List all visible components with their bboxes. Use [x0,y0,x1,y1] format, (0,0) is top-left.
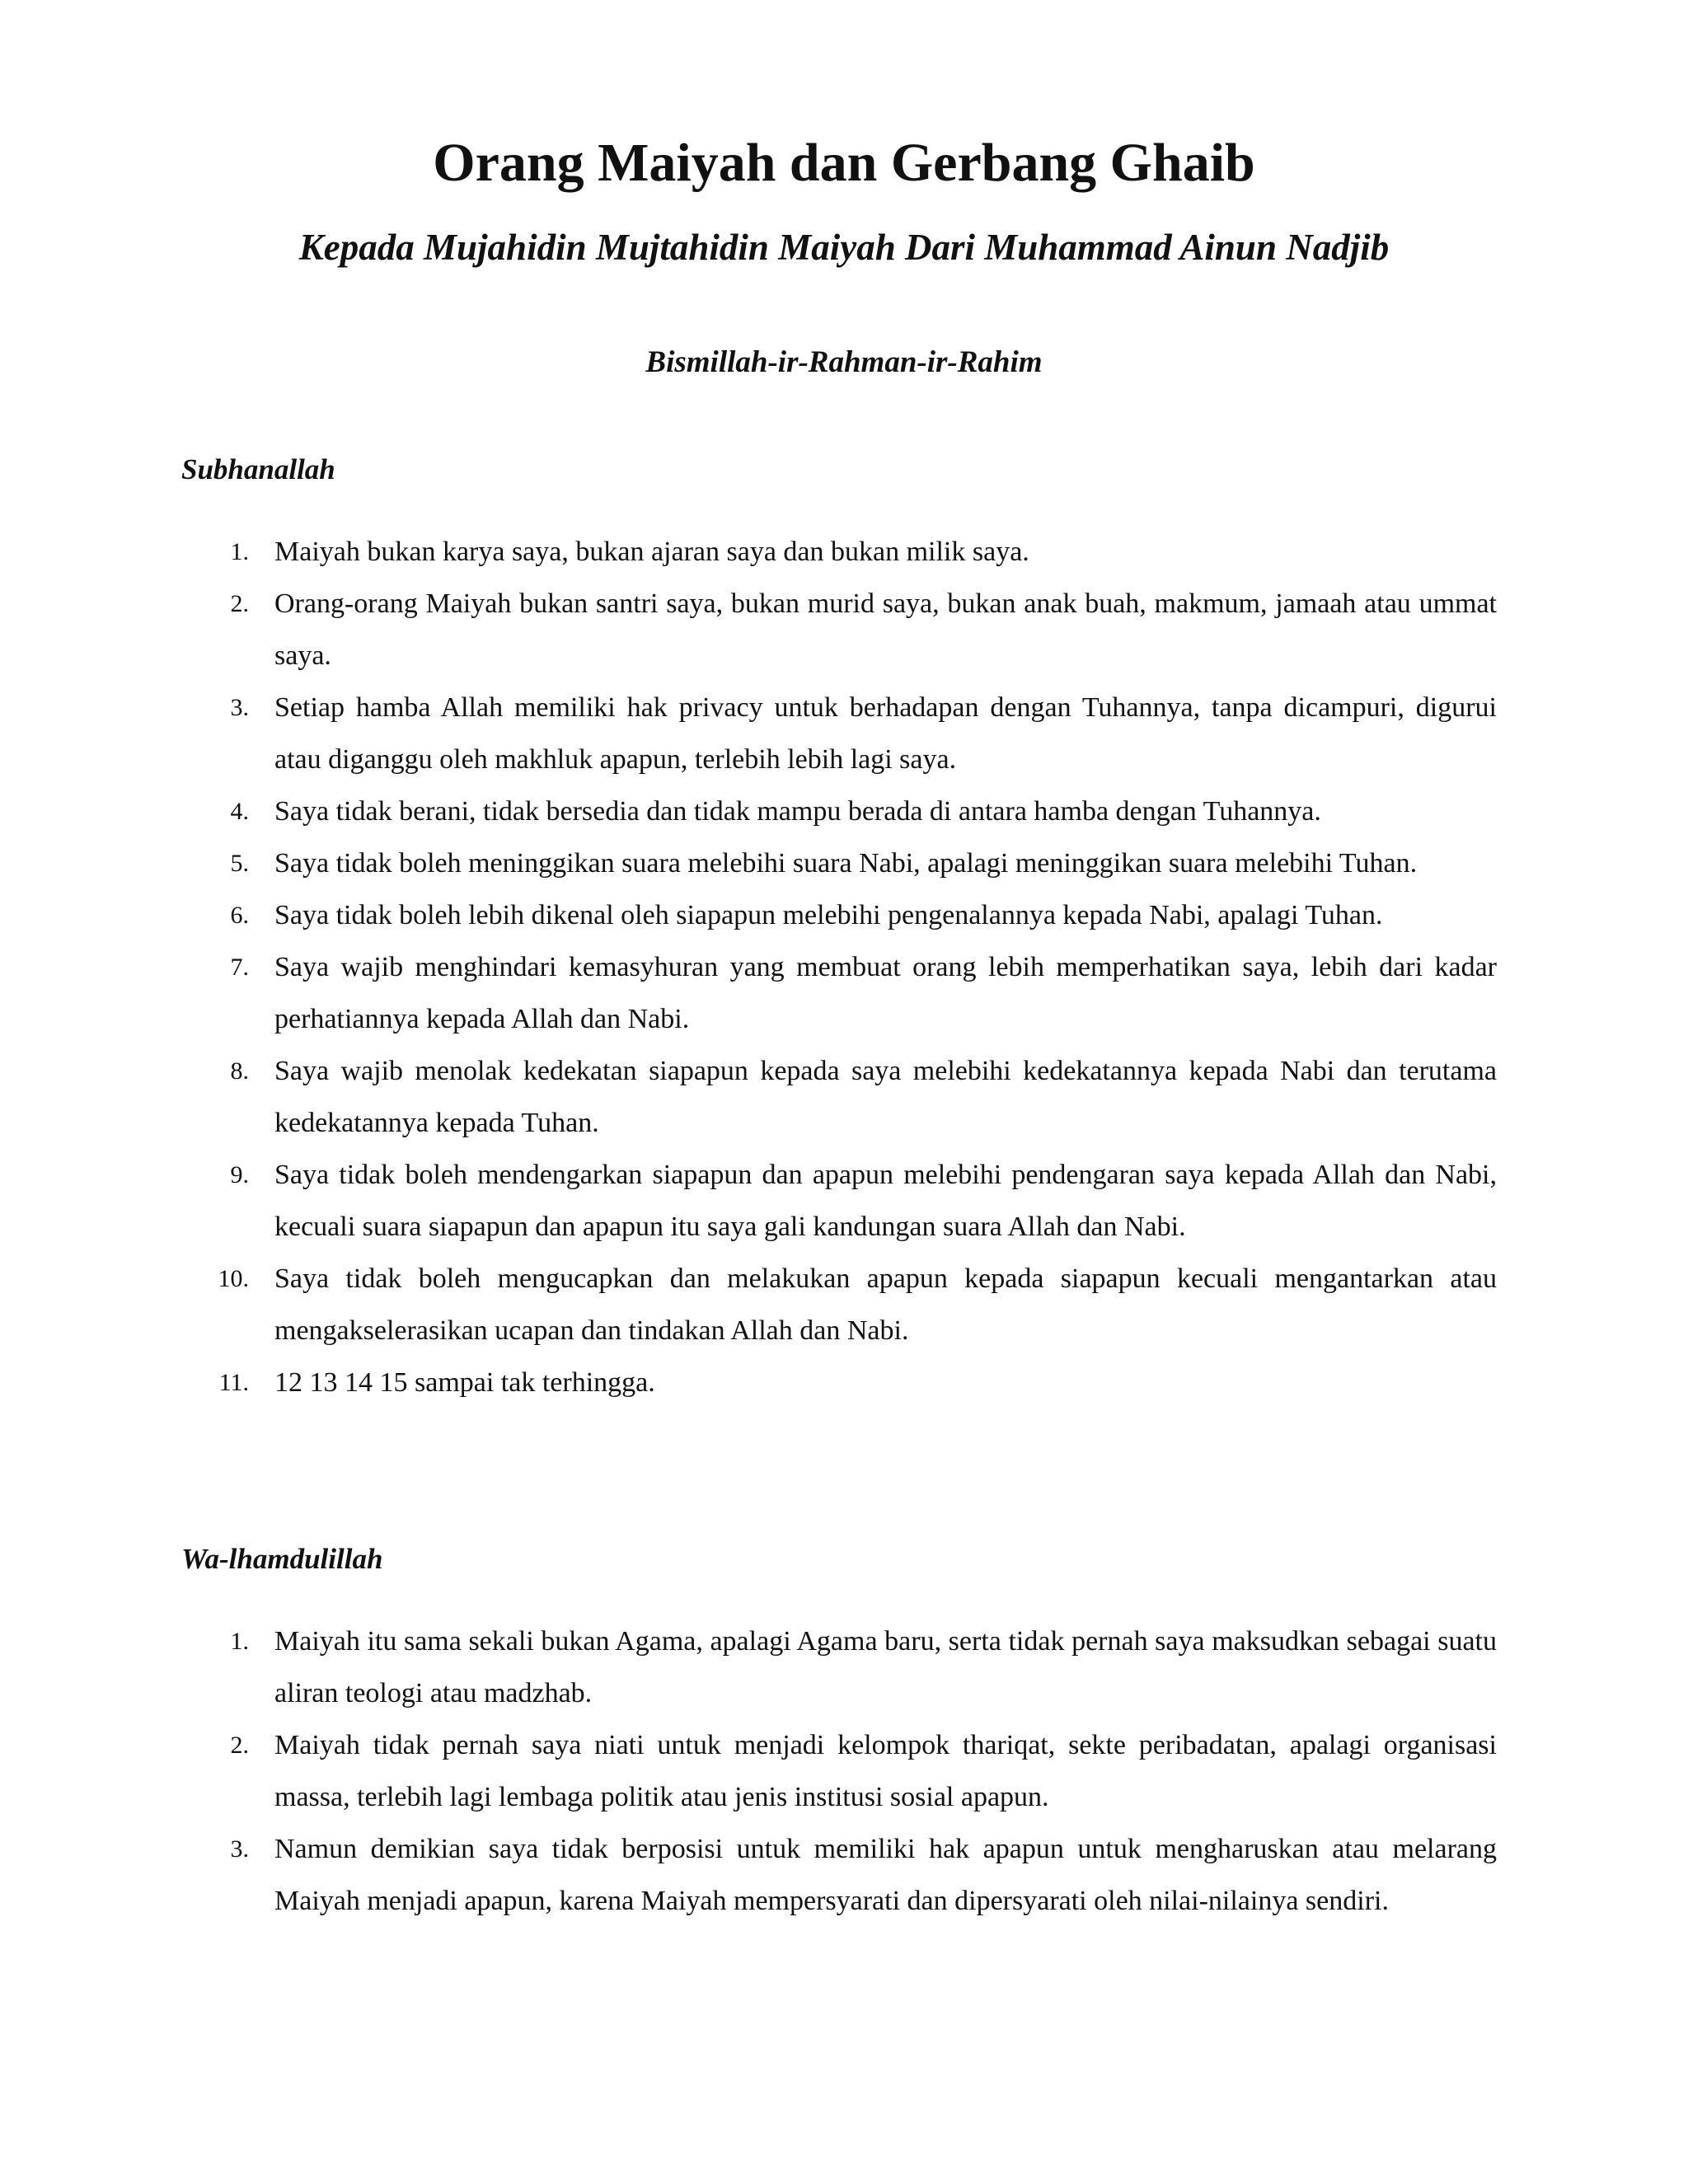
list-number: 7. [230,954,249,981]
document-title: Orang Maiyah dan Gerbang Ghaib [433,133,1255,193]
list-item [181,1719,1497,1823]
list-number: 3. [230,1835,249,1863]
list-item [181,1823,1497,1927]
list-item [181,785,1497,837]
list-text: Saya tidak boleh meninggikan suara melebihi suara Nabi, apalagi meninggikan suara melebihi Tuhan. [274,848,1418,879]
list-text: Saya wajib menghindari kemasyhuran yang membuat orang lebih memperhatikan saya, lebih dari kadar perhatiannya kepada Allah dan Nabi. [274,952,1497,1034]
list-item [181,1357,1497,1408]
list-number: 6. [230,902,249,929]
document-subtitle: Kepada Mujahidin Mujtahidin Maiyah Dari Muhammad Ainun Nadjib [298,227,1390,268]
list-text: Maiyah bukan karya saya, bukan ajaran saya dan bukan milik saya. [274,537,1029,567]
list-number: 1. [230,1628,249,1655]
list-number: 11. [218,1369,249,1396]
section-heading-subhanallah: Subhanallah [181,453,335,485]
list-number: 2. [230,590,249,617]
list-number: 8. [230,1057,249,1085]
list-item [181,837,1497,889]
list-text: Saya wajib menolak kedekatan siapapun kepada saya melebihi kedekatannya kepada Nabi dan terutama kedekatannya kepada Tuhan. [274,1056,1497,1138]
list-number: 1. [230,538,249,565]
list-item [181,941,1497,1045]
list-text: Orang-orang Maiyah bukan santri saya, bukan murid saya, bukan anak buah, makmum, jamaah atau ummat saya. [274,588,1497,671]
list-number: 10. [218,1265,249,1292]
list-item [181,1615,1497,1719]
list-text: Saya tidak berani, tidak bersedia dan tidak mampu berada di antara hamba dengan Tuhannya. [274,796,1321,827]
list-item [181,682,1497,785]
list-text: Maiyah tidak pernah saya niati untuk menjadi kelompok thariqat, sekte peribadatan, apalagi organisasi massa, terlebih lagi lembaga politik atau jenis institusi sosial apapun. [274,1730,1497,1812]
list-text: Namun demikian saya tidak berposisi untuk memiliki hak apapun untuk mengharuskan atau melarang Maiyah menjadi apapun, karena Maiyah mempersyarati dan dipersyarati oleh nilai-nilainya sendiri. [274,1834,1497,1916]
list-text: Setiap hamba Allah memiliki hak privacy untuk berhadapan dengan Tuhannya, tanpa dicampuri, digurui atau diganggu oleh makhluk apapun, terlebih lebih lagi saya. [274,692,1497,775]
basmala-line: Bismillah-ir-Rahman-ir-Rahim [645,345,1043,379]
list-text: Maiyah itu sama sekali bukan Agama, apalagi Agama baru, serta tidak pernah saya maksudkan sebagai suatu aliran teologi atau madzhab. [274,1626,1497,1708]
section-heading-walhamdulillah: Wa-lhamdulillah [181,1543,383,1575]
list-item [181,889,1497,941]
list-text: Saya tidak boleh mendengarkan siapapun dan apapun melebihi pendengaran saya kepada Allah dan Nabi, kecuali suara siapapun dan apapun itu saya gali kandungan suara Allah dan Nabi. [274,1160,1497,1242]
list-text: Saya tidak boleh lebih dikenal oleh siapapun melebihi pengenalannya kepada Nabi, apalagi Tuhan. [274,900,1383,930]
list-text: 12 13 14 15 sampai tak terhingga. [274,1367,655,1398]
list-number: 5. [230,850,249,877]
list-text: Saya tidak boleh mengucapkan dan melakukan apapun kepada siapapun kecuali mengantarkan atau mengakselerasikan ucapan dan tindakan Allah dan Nabi. [274,1263,1497,1346]
subhanallah-list [181,526,1497,1408]
list-item [181,1253,1497,1357]
list-number: 4. [230,798,249,825]
list-item [181,578,1497,682]
list-number: 9. [230,1161,249,1188]
list-item [181,526,1497,578]
walhamdulillah-list [181,1615,1497,1927]
list-number: 2. [230,1732,249,1759]
list-number: 3. [230,694,249,721]
list-item [181,1045,1497,1149]
list-item [181,1149,1497,1253]
